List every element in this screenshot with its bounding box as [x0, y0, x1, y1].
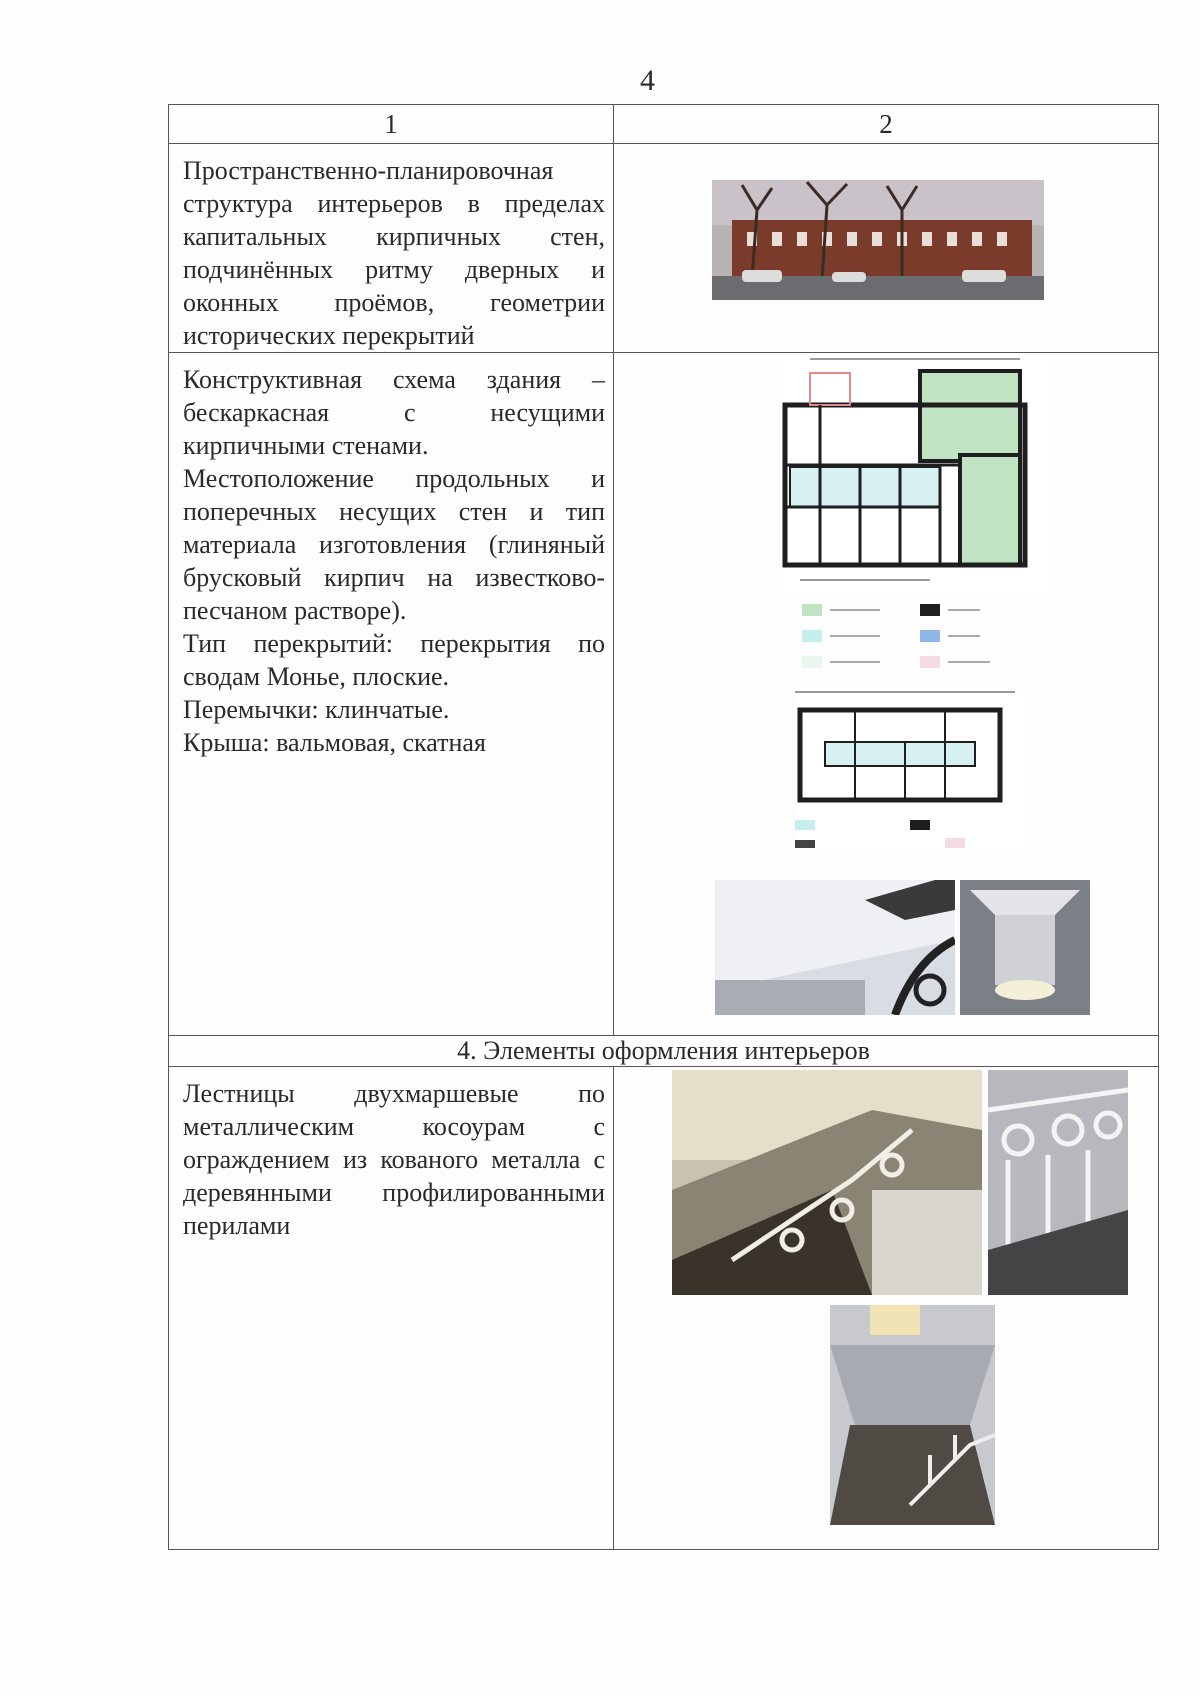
- column-header-2: 2: [614, 105, 1159, 144]
- section-title: 4. Элементы оформления интерьеров: [169, 1036, 1159, 1067]
- staircase-photo-3: [830, 1305, 995, 1525]
- row2-text: [169, 353, 613, 759]
- section-row: [169, 1036, 1159, 1067]
- row2-paragraph: Крыша: вальмовая, скатная: [183, 728, 486, 757]
- row3-text: Лестницы двухмаршевые по металлическим косоурам с ограждением из кованого металла с деревянными профилированными перилами: [183, 1079, 605, 1240]
- column-header-1: 1: [169, 105, 614, 144]
- floor-plan-1: [780, 355, 1050, 595]
- plan-legend: [800, 600, 1020, 680]
- staircase-photo-2: [672, 1070, 982, 1295]
- row2-paragraph: Конструктивная схема здания – бескаркасная с несущими кирпичными стенами.: [183, 365, 605, 460]
- staircase-photo-1: [715, 880, 955, 1015]
- table-header-row: [169, 105, 1159, 144]
- page-number: 4: [640, 64, 655, 97]
- railing-photo: [988, 1070, 1128, 1295]
- corridor-photo: [960, 880, 1090, 1015]
- row1-text: Пространственно-планировочная структура интерьеров в пределах капитальных кирпичных стен, подчинённых ритму дверных и оконных проёмов, геометрии исторических перекрытий: [183, 156, 605, 350]
- row2-paragraph: Тип перекрытий: перекрытия по сводам Монье, плоские.: [183, 629, 605, 691]
- row2-paragraph: Перемычки: клинчатые.: [183, 695, 450, 724]
- facade-photo: [712, 180, 1044, 300]
- floor-plan-2: [795, 690, 1025, 850]
- row2-paragraph: Местоположение продольных и поперечных несущих стен и тип материала изготовления (глиняный брусковый кирпич на известково-песчаном растворе).: [183, 464, 605, 625]
